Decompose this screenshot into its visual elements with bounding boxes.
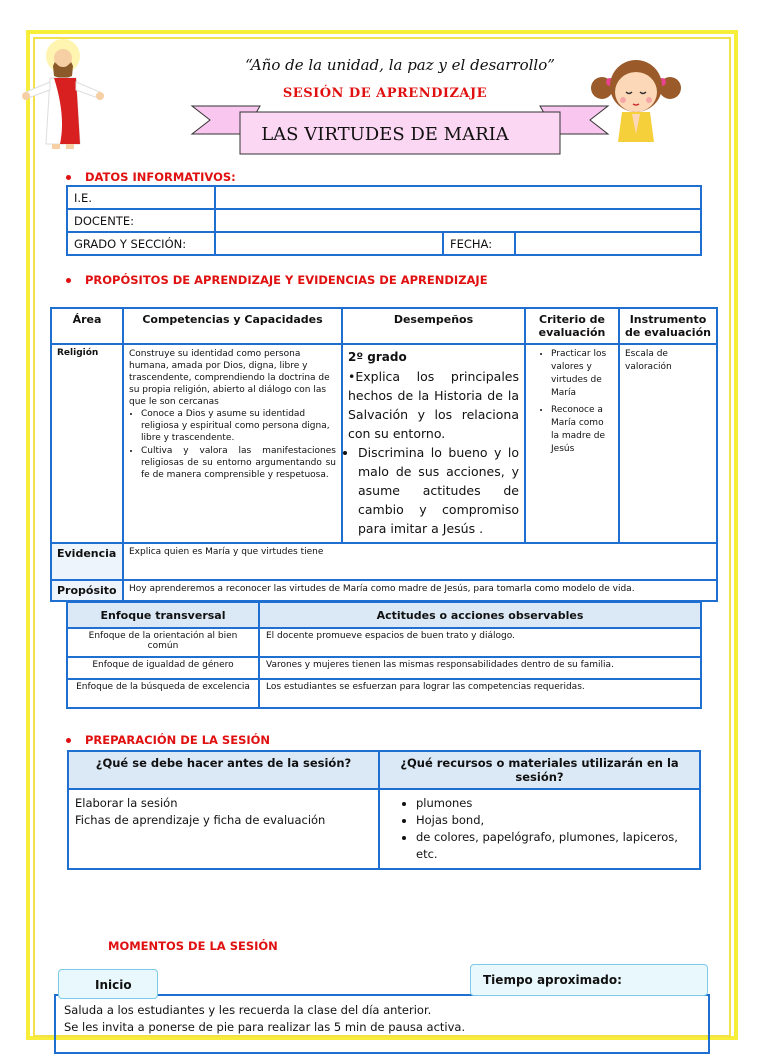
datos-heading: DATOS INFORMATIVOS:: [66, 170, 236, 184]
list-item: • Cultiva y valora las manifestaciones religiosas de su entorno argumentando su fe de manera comprensible y respetuosa.: [141, 445, 336, 481]
bullet-icon: [66, 175, 71, 180]
col-area: Área: [51, 308, 123, 344]
preparacion-heading: PREPARACIÓN DE LA SESIÓN: [66, 733, 270, 747]
ie-label: I.E.: [67, 186, 215, 209]
desempeno-list: [348, 443, 519, 538]
inicio-line: Se les invita a ponerse de pie para realizar las 5 min de pausa activa.: [64, 1020, 466, 1034]
docente-label: DOCENTE:: [67, 209, 215, 232]
col-enfoque: Enfoque transversal: [67, 602, 259, 628]
table-row: [67, 628, 701, 657]
grado-text: 2º grado: [348, 350, 407, 364]
actitud-cell: El docente promueve espacios de buen trato y diálogo.: [259, 628, 701, 657]
desempeno-item: •Explica los principales hechos de la Historia de la Salvación y los relaciona con su entorno.: [348, 369, 519, 441]
grado-label: GRADO Y SECCIÓN:: [67, 232, 215, 255]
criterio-list: [531, 348, 613, 456]
list-item: • de colores, papelógrafo, plumones, lapiceros, etc.: [416, 829, 693, 863]
propositos-table: [50, 307, 718, 602]
col-criterio: Criterio de evaluación: [525, 308, 619, 344]
enfoque-cell: Enfoque de igualdad de género: [67, 657, 259, 679]
desempeno-item: • Discrimina lo bueno y lo malo de sus acciones, y asume actitudes de cambio y compromiso para imitar a Jesús .: [358, 443, 519, 538]
page-title: LAS VIRTUDES DE MARIA: [261, 124, 509, 145]
propositos-heading: PROPÓSITOS DE APRENDIZAJE Y EVIDENCIAS DE APRENDIZAJE: [66, 273, 488, 287]
criterio-cell: [525, 344, 619, 543]
session-label: SESIÓN DE APRENDIZAJE: [282, 86, 488, 101]
fecha-label: FECHA:: [443, 232, 515, 255]
col-actitudes: Actitudes o acciones observables: [259, 602, 701, 628]
list-item: Elaborar la sesión: [75, 796, 178, 810]
antes-cell: [68, 789, 379, 869]
enfoques-table: [66, 601, 702, 709]
preparacion-table: [67, 750, 701, 870]
inicio-line: Saluda a los estudiantes y les recuerda la clase del día anterior.: [64, 1003, 432, 1017]
inicio-content: [54, 994, 710, 1054]
proposito-label: Propósito: [51, 580, 123, 601]
table-row: [67, 679, 701, 708]
bullet-icon: [66, 278, 71, 283]
evidencia-label: Evidencia: [51, 543, 123, 580]
momentos-heading: MOMENTOS DE LA SESIÓN: [108, 939, 278, 953]
actitud-cell: Los estudiantes se esfuerzan para lograr las competencias requeridas.: [259, 679, 701, 708]
enfoque-cell: Enfoque de la búsqueda de excelencia: [67, 679, 259, 708]
list-item: • Conoce a Dios y asume su identidad religiosa y espiritual como persona digna, libre y trascendente.: [141, 408, 336, 444]
datos-table: [66, 185, 702, 256]
tiempo-label: Tiempo aproximado:: [470, 964, 708, 996]
bullet-icon: [66, 738, 71, 743]
evidencia-text: Explica quien es María y que virtudes tiene: [123, 543, 717, 580]
jesus-illustration: [20, 36, 106, 150]
fecha-field[interactable]: [515, 232, 701, 255]
actitud-cell: Varones y mujeres tienen las mismas responsabilidades dentro de su familia.: [259, 657, 701, 679]
proposito-text: Hoy aprenderemos a reconocer las virtudes de María como madre de Jesús, para tomarla como modelo de vida.: [123, 580, 717, 601]
col-desempenos: Desempeños: [342, 308, 525, 344]
motto: “Año de la unidad, la paz y el desarrollo”: [245, 56, 555, 74]
instrumento-cell: Escala de valoración: [619, 344, 717, 543]
list-item: Fichas de aprendizaje y ficha de evaluación: [75, 813, 326, 827]
list-item: • Reconoce a María como la madre de Jesús: [551, 404, 613, 456]
docente-field[interactable]: [215, 209, 701, 232]
competencias-cell: [123, 344, 342, 543]
area-cell: Religión: [51, 344, 123, 543]
col-competencias: Competencias y Capacidades: [123, 308, 342, 344]
list-item: • plumones: [416, 795, 693, 812]
recursos-cell: [379, 789, 700, 869]
list-item: • Practicar los valores y virtudes de María: [551, 348, 613, 400]
competencia-text: Construye su identidad como persona humana, amada por Dios, digna, libre y trascendente, comprendiendo la doctrina de su propia religión, abierto al diálogo con las que le son cercanas: [129, 349, 330, 407]
col-recursos: ¿Qué recursos o materiales utilizarán en la sesión?: [379, 751, 700, 789]
recursos-list: [386, 795, 693, 863]
ie-field[interactable]: [215, 186, 701, 209]
desempenos-cell: [342, 344, 525, 543]
grado-field[interactable]: [215, 232, 443, 255]
col-antes: ¿Qué se debe hacer antes de la sesión?: [68, 751, 379, 789]
table-row: [67, 657, 701, 679]
capacidades-list: [129, 408, 336, 481]
inicio-label: Inicio: [58, 969, 158, 999]
col-instrumento: Instrumento de evaluación: [619, 308, 717, 344]
list-item: • Hojas bond,: [416, 812, 693, 829]
enfoque-cell: Enfoque de la orientación al bien común: [67, 628, 259, 657]
